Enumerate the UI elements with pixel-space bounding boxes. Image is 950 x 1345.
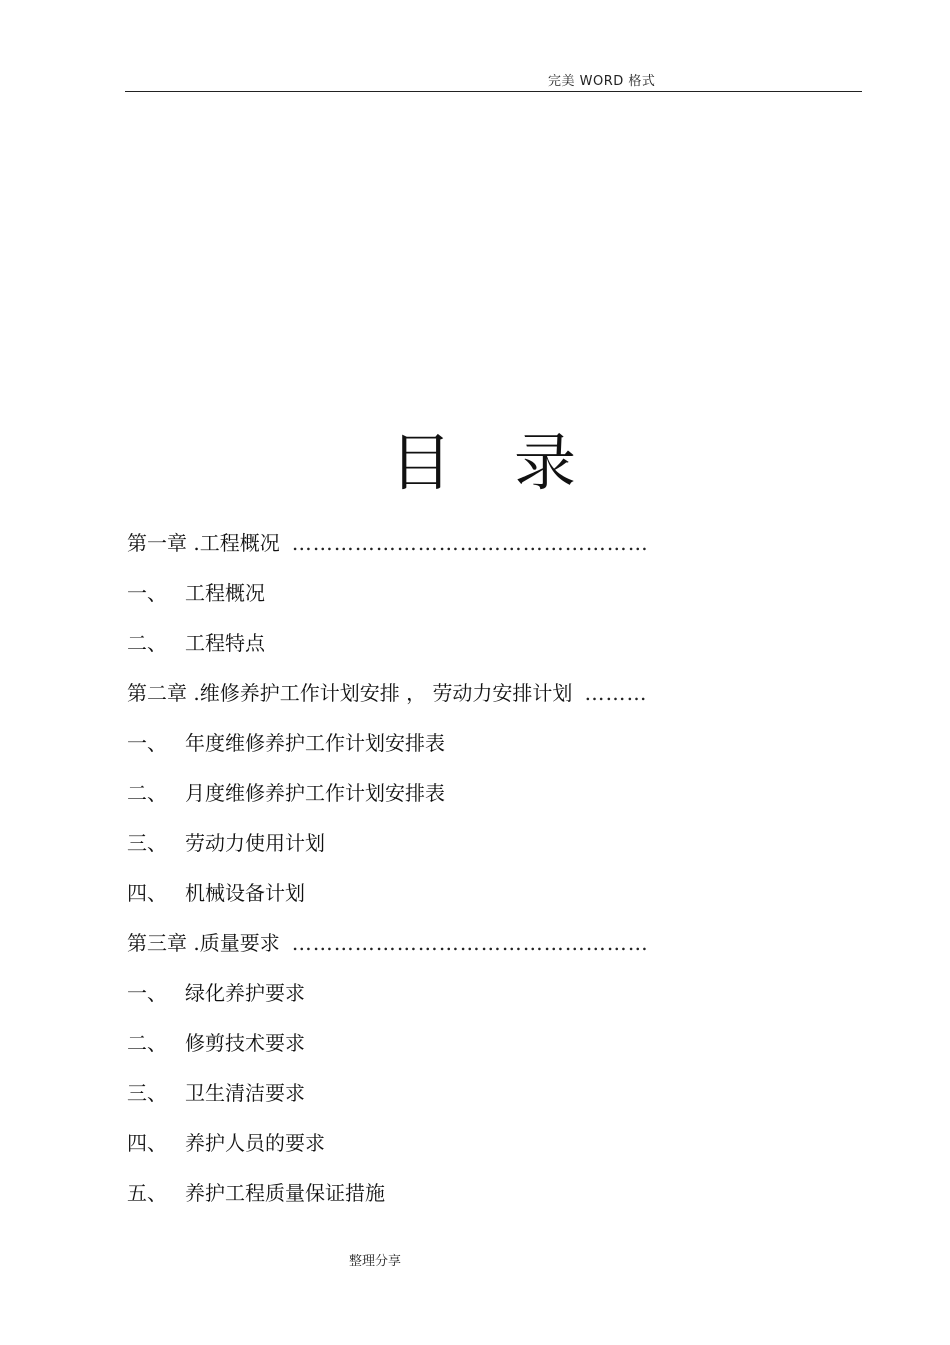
item-title: 绿化养护要求: [185, 981, 305, 1005]
chapter-prefix: 第一章 .: [127, 531, 200, 555]
item-title: 卫生清洁要求: [185, 1081, 305, 1105]
toc-item[interactable]: [127, 1078, 847, 1128]
item-title: 年度维修养护工作计划安排表: [185, 731, 445, 755]
chapter-prefix: 第二章 .: [127, 681, 200, 705]
toc-item[interactable]: [127, 1028, 847, 1078]
page-footer-text: 整理分享: [349, 1254, 402, 1269]
item-number: 三、: [127, 831, 167, 855]
page-header-text: 完美 WORD 格式: [548, 74, 656, 89]
item-title: 工程特点: [185, 631, 265, 655]
item-number: 二、: [127, 1031, 167, 1055]
toc-leader-dots: ……………………………………………: [291, 531, 649, 555]
toc-leader-dots: ……………………………………………: [291, 931, 649, 955]
item-number: 一、: [127, 581, 167, 605]
header-divider: [125, 91, 862, 92]
chapter-title: 工程概况: [199, 531, 280, 555]
item-number: 四、: [127, 881, 167, 905]
chapter-prefix: 第三章 .: [127, 931, 200, 955]
toc-item[interactable]: [127, 828, 847, 878]
item-number: 二、: [127, 631, 167, 655]
toc-item[interactable]: [127, 1178, 847, 1228]
toc-item[interactable]: [127, 578, 847, 628]
toc-item[interactable]: [127, 628, 847, 678]
chapter-title-separator: ，: [399, 681, 433, 705]
toc-leader-dots: ………: [584, 681, 648, 705]
item-title: 养护人员的要求: [185, 1131, 325, 1155]
toc-item[interactable]: [127, 878, 847, 928]
item-number: 五、: [127, 1181, 167, 1205]
item-number: 一、: [127, 981, 167, 1005]
item-title: 机械设备计划: [185, 881, 305, 905]
item-number: 二、: [127, 781, 167, 805]
item-number: 三、: [127, 1081, 167, 1105]
toc-title: 目录: [390, 426, 639, 499]
toc-chapter-1[interactable]: [127, 528, 847, 578]
item-number: 四、: [127, 1131, 167, 1155]
chapter-title: 质量要求: [199, 931, 280, 955]
toc-item[interactable]: [127, 778, 847, 828]
chapter-title-part-2: 劳动力安排计划: [432, 681, 573, 705]
item-title: 工程概况: [185, 581, 265, 605]
toc-item[interactable]: [127, 1128, 847, 1178]
toc-item[interactable]: [127, 978, 847, 1028]
toc-chapter-3[interactable]: [127, 928, 847, 978]
item-title: 修剪技术要求: [185, 1031, 305, 1055]
item-title: 劳动力使用计划: [185, 831, 325, 855]
item-number: 一、: [127, 731, 167, 755]
item-title: 养护工程质量保证措施: [185, 1181, 385, 1205]
toc-chapter-2[interactable]: [127, 678, 847, 728]
toc-list: [127, 528, 847, 1228]
item-title: 月度维修养护工作计划安排表: [185, 781, 445, 805]
chapter-title: 维修养护工作计划安排: [199, 681, 400, 705]
toc-item[interactable]: [127, 728, 847, 778]
